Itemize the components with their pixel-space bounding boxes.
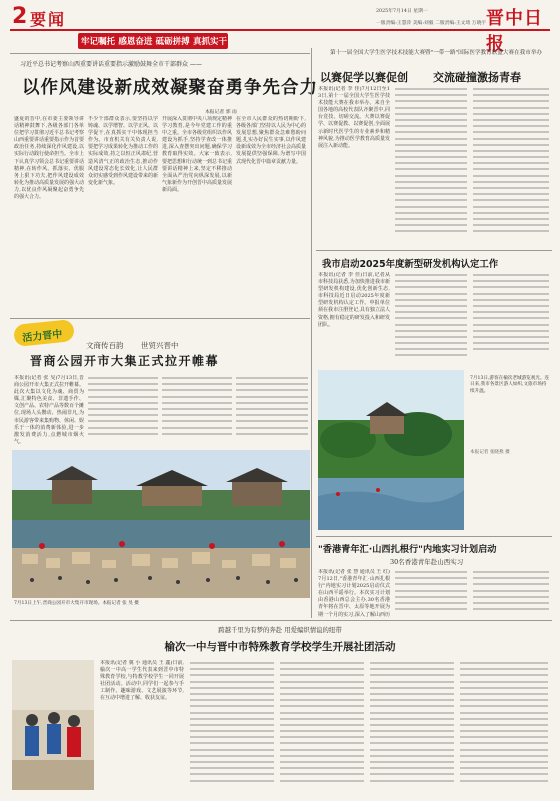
school-body: 本报讯(记者 冀 小 通讯员 王 鑫)日前,榆次一中高一学生代表来到晋中市特殊教育学校,与特教学校学生一同开展社团活动。活动中,同学们一起参与手工制作、趣味游戏、文艺展演等环节,在互动中增进了解、收获友谊。 — [100, 660, 184, 702]
school-kicker: 跨越千里为有梦的奔赴 用爱编织情谊的纽带 — [218, 626, 342, 634]
column-divider — [311, 48, 312, 618]
slogan-item: 真抓实干 — [192, 37, 227, 47]
lead-body-col1: 盛夏的晋中,在市委主要领导讲话精神鼓舞下,各级各部门各单位把学习贯彻习近平总书记考察山西重要讲话重要指示作为首要政治任务,持续深化作风建设,以实际行动践行使命担当。全市上下认真学习领会总书记重要讲话精神,在转作风、抓落实、优服务上狠下功夫,把作风建设成效转化为推动高质量发展的强大动力,以优良作风凝聚起奋勇争先的强大合力。 — [14, 116, 84, 201]
exchange-body-cont — [473, 571, 549, 617]
culture-body-cont — [162, 377, 232, 445]
culture-kicker-right: 世贸兴晋中 — [141, 341, 179, 350]
school-body-cont — [370, 662, 454, 790]
culture-body-cont — [236, 377, 308, 445]
editor-credits: 一版责编:王慧萍 美编:刘毅 二版责编:王文琦 万晓宇 — [376, 21, 487, 26]
rnd-headline: 我市启动2025年度新型研发机构认定工作 — [322, 259, 499, 270]
innovation-body-cont — [473, 88, 549, 246]
culture-headline: 晋商公园开市大集正式拉开帷幕 — [30, 354, 220, 368]
section-title: 要闻 — [30, 10, 67, 29]
slogan-items — [81, 35, 227, 47]
school-headline: 榆次一中与晋中市特殊教育学校学生开展社团活动 — [164, 641, 396, 653]
paper-name: 晋中日报 — [486, 8, 543, 55]
culture-kicker-left: 文商传百韵 — [86, 341, 124, 350]
bottom-section-divider — [10, 620, 552, 621]
school-body-cont — [280, 662, 364, 790]
garden-photo — [318, 370, 464, 530]
lead-photo-caption: 7月13日,游客在榆次老城游览观光。连日来,我市各景区游人如织,文旅市场持续升温。 — [470, 376, 550, 394]
innovation-body-cont — [395, 88, 467, 246]
innovation-headline-right: 交流碰撞激扬青春 — [433, 71, 521, 84]
page-number: 2 — [12, 4, 28, 29]
market-caption: 7月13日上午,晋商公园开市大集开市现场。本报记者 张 旻 摄 — [14, 601, 139, 606]
exchange-body: 本报讯(记者 张 慧 通讯员 王 红)7月12日,"香港青年汇·山西扎根行"内地实习计划2025启动仪式在山西平遥举行。本次实习计划由香港山西总会主办,30名香港青年将在晋中、太原等地开展为期一个月的实习,深入了解山西历 — [318, 569, 390, 617]
culture-badge — [13, 319, 75, 347]
date-line: 2025年7月14日 星期一 — [376, 9, 428, 14]
school-body-cont — [460, 662, 548, 790]
lead-kicker: 习近平总书记考察山西重要讲话重要指示激励鼓舞全市干部群众 —— — [20, 61, 202, 68]
innovation-headline-left: 以赛促学以赛促创 — [320, 71, 408, 84]
innovation-kicker: 第十一届全国大学生医学技术技能大赛暨"一带一路"国际医学教育联盟大赛在我市举办 — [329, 50, 543, 56]
slogan-item: 感恩奋进 — [118, 37, 153, 47]
market-photo — [12, 450, 310, 598]
lead-photo-credit: 本报记者 张晓燕 摄 — [470, 450, 510, 455]
culture-badge-label: 活力晋中 — [21, 329, 63, 345]
rnd-body-cont — [395, 274, 467, 364]
innovation-divider — [316, 250, 552, 251]
school-body-cont — [190, 662, 274, 790]
rnd-body: 本报讯(记者 李 佳)日前,记者从市科技局获悉,为加快推进我市新型研发机构建设,优化创新生态,市科技局近日启动2025年度新型研发机构认定工作。申报单位须在我市注册登记,具有独立法人资格,拥有稳定的研发投入和研发团队。 — [318, 272, 390, 328]
lead-body-col3: 开展深入贯彻中央八项规定精神学习教育,是今年党建工作的重中之重。全市各级党组织以作风建设为抓手,坚持学查改一体推进,深入查摆突出问题,确保学习教育取得实效。大家一致表示,要把思想和行动统一到总书记重要讲话精神上来,坚定不移推动全面从严治党向纵深发展,以新气象新作为开创晋中高质量发展新局面。 — [162, 116, 232, 193]
masthead-rule — [10, 29, 550, 31]
lead-byline: 本报记者 郭 雨 — [205, 110, 237, 115]
section-divider — [10, 318, 310, 319]
slogan-underline — [10, 53, 310, 54]
exchange-divider — [316, 536, 552, 537]
innovation-body: 本报讯(记者 李 佳)7月12日至13日,第十一届全国大学生医学技术技能大赛在我市举办。来自全国各地的高校代表队齐聚晋中,同台竞技、切磋交流。大赛以赛促学、以赛促教、以赛促创,全面展示新时代医学生的专业素养和精神风貌,为推动医学教育高质量发展注入新动能。 — [318, 86, 390, 149]
slogan-item: 牢记嘱托 — [81, 37, 116, 47]
culture-body: 本报讯(记者 张 旻)7月13日,晋商公园开市大集正式拉开帷幕。此次大集以文化为魂、商贸为媒,汇聚特色美食、非遗手作、文创产品、农特产品等数百个摊位,现场人头攒动、热闹非凡,为市民游客带来集购物、休闲、娱乐于一体的消费新体验,进一步激发消费活力,点燃城市烟火气。 — [14, 375, 84, 445]
rnd-body-cont — [473, 274, 549, 364]
slogan-item: 砥砺拼搏 — [155, 37, 190, 47]
lead-body-col4: 在全市人民群众的热切期盼下,各级各部门坚持以人民为中心的发展思想,聚焦群众急难愁盼问题,扎实办好民生实事,以作风建设新成效为全市经济社会高质量发展提供坚强保障,为谱写中国式现代化晋中篇章贡献力量。 — [236, 116, 306, 165]
culture-body-cont — [88, 377, 158, 445]
exchange-body-cont — [395, 571, 467, 617]
lead-headline: 以作风建设新成效凝聚奋勇争先合力 — [22, 78, 318, 98]
school-photo — [12, 660, 94, 790]
lead-body-col2: 不少干部群众表示,要坚持以学铸魂、以学增智、以学正风、以学促干,在真抓实干中体现担当作为。市直机关有关负责人说,要把学习成果转化为推动工作的实际成效,持之以恒正风肃纪,营造风清气正的政治生态,推动作风建设常态化长效化,让人民群众切实感受到作风建设带来的新变化新气象。 — [88, 116, 158, 186]
exchange-subhead: 30名香港青年赴山西实习 — [390, 558, 464, 566]
exchange-headline: "香港青年汇·山西扎根行"内地实习计划启动 — [318, 544, 497, 555]
